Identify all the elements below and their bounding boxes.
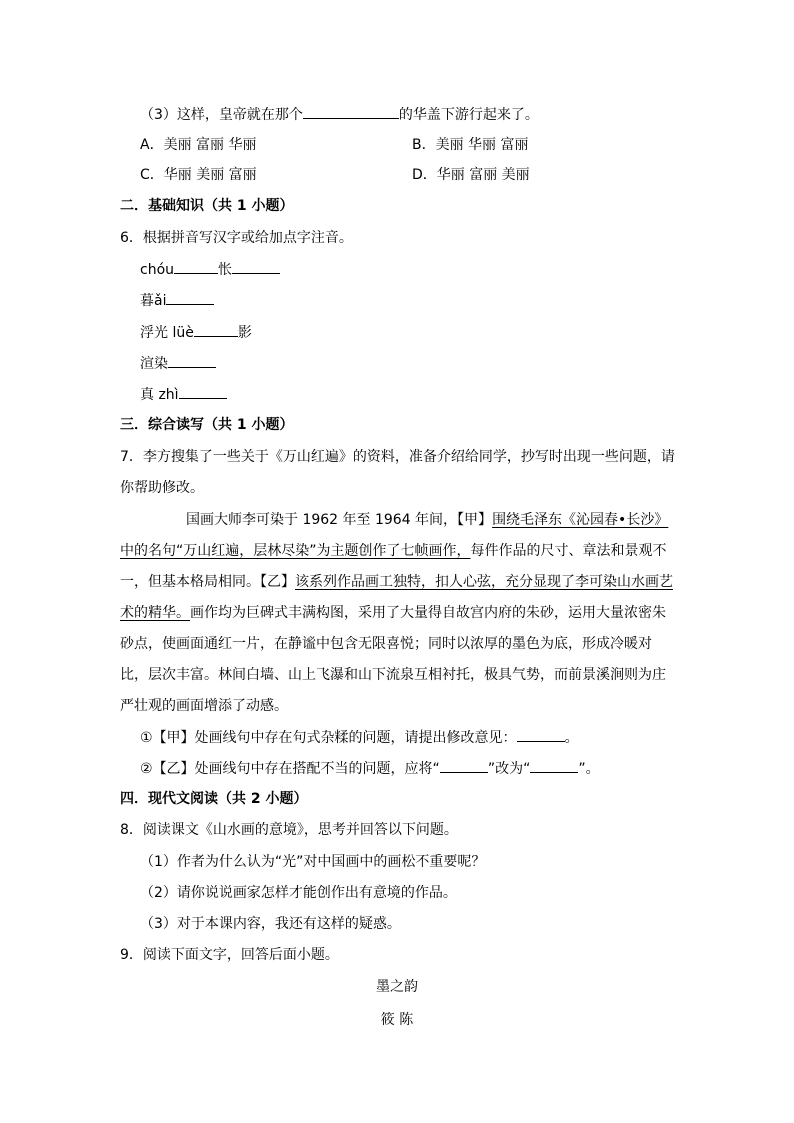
q7-sub-2 — [140, 758, 600, 779]
article-title: 墨之韵 — [376, 979, 418, 995]
q8-sub-1: （1）作者为什么认为“光”对中国画中的画松不重要呢？ — [140, 854, 486, 870]
q7-sub-2-text-c: ”。 — [578, 761, 600, 777]
q6-item-3-char: 影 — [237, 325, 252, 341]
q7-passage — [120, 505, 675, 722]
answer-blank[interactable] — [517, 727, 565, 742]
q6-item-1 — [140, 259, 280, 280]
q7-sub-2-text-a: ②【乙】处画线句中存在搭配不当的问题，应将“ — [140, 761, 440, 777]
section-4-title: 四．现代文阅读（共 2 小题） — [120, 791, 308, 807]
passage-intro: 国画大师李可染于 1962 年至 1964 年间，【甲】 — [186, 512, 493, 528]
q7-prompt-line-1: 7．李方搜集了一些关于《万山红遍》的资料，准备介绍给同学，抄写时出现一些问题，请 — [120, 449, 675, 465]
answer-blank[interactable] — [179, 384, 227, 399]
answer-blank[interactable] — [174, 259, 218, 274]
answer-blank[interactable] — [168, 353, 216, 368]
answer-blank[interactable] — [440, 758, 488, 773]
q6-item-4 — [140, 353, 216, 374]
q6-item-5-text: 真 zhì — [140, 387, 179, 403]
answer-blank[interactable] — [232, 259, 280, 274]
q8-sub-3: （3）对于本课内容，我还有这样的疑惑。 — [140, 916, 401, 932]
section-2-title: 二．基础知识（共 1 小题） — [120, 198, 294, 214]
answer-blank[interactable] — [530, 758, 578, 773]
answer-blank[interactable] — [303, 104, 399, 119]
q8-prompt: 8．阅读课文《山水画的意境》，思考并回答以下问题。 — [120, 822, 458, 838]
q8-sub-2: （2）请你说说画家怎样才能创作出有意境的作品。 — [140, 885, 457, 901]
q6-item-2-text: 暮ǎi — [140, 293, 167, 309]
q5-sentence-3 — [140, 104, 539, 125]
answer-blank[interactable] — [166, 290, 214, 305]
q7-prompt-line-2: 你帮助修改。 — [120, 480, 204, 496]
article-author: 筱 陈 — [380, 1012, 414, 1028]
q6-item-2 — [140, 290, 214, 311]
underlined-sentence-yi: 该系列作品画工独特，扣人心弦，充分显现了李可染山水画艺术的精华。 — [120, 574, 673, 621]
q7-sub-2-text-b: ”改为“ — [487, 761, 531, 777]
q7-sub-1 — [140, 727, 579, 748]
q9-prompt: 9．阅读下面文字，回答后面小题。 — [120, 947, 339, 963]
q6-item-3-text: 浮光 lüè — [140, 325, 194, 341]
q6-prompt: 6．根据拼音写汉字或给加点字注音。 — [120, 230, 353, 246]
option-c[interactable]: C．华丽 美丽 富丽 — [140, 167, 257, 183]
q6-item-4-text: 渲染 — [140, 356, 168, 372]
section-3-title: 三．综合读写（共 1 小题） — [120, 417, 294, 433]
answer-blank[interactable] — [194, 322, 238, 337]
q6-item-1-char: 怅 — [218, 262, 233, 278]
passage-middle: 每件作品的尺寸、章法和景观不一，但基本格局相同。【乙】 — [120, 543, 667, 590]
q6-item-3 — [140, 322, 252, 343]
option-d[interactable]: D．华丽 富丽 美丽 — [412, 167, 530, 183]
q5-s3-after: 的华盖下游行起来了。 — [398, 107, 539, 123]
underlined-sentence-jia: 围绕毛泽东《沁园春•长沙》中的名句“万山红遍，层林尽染”为主题创作了七帧画作， — [120, 512, 669, 559]
q7-sub-1-text: ①【甲】处画线句中存在句式杂糅的问题，请提出修改意见： — [140, 730, 517, 746]
q6-item-1-pinyin: chóu — [140, 262, 175, 278]
q5-s3-before: （3）这样，皇帝就在那个 — [140, 107, 303, 123]
q7-sub-1-end: 。 — [564, 730, 579, 746]
option-a[interactable]: A．美丽 富丽 华丽 — [140, 137, 257, 153]
q6-item-5 — [140, 384, 227, 405]
option-b[interactable]: B．美丽 华丽 富丽 — [412, 137, 529, 153]
passage-rest: 画作均为巨碑式丰满构图，采用了大量得自故宫内府的朱砂，运用大量浓密朱砂点，使画面通红一片，在静谧中包含无限喜悦；同时以浓厚的墨色为底，形成冷暖对比，层次丰富。林间白墙、山上飞瀑和山下流泉互相衬托，极具气势，而前景溪涧则为庄严壮观的画面增添了动感。 — [120, 605, 666, 714]
